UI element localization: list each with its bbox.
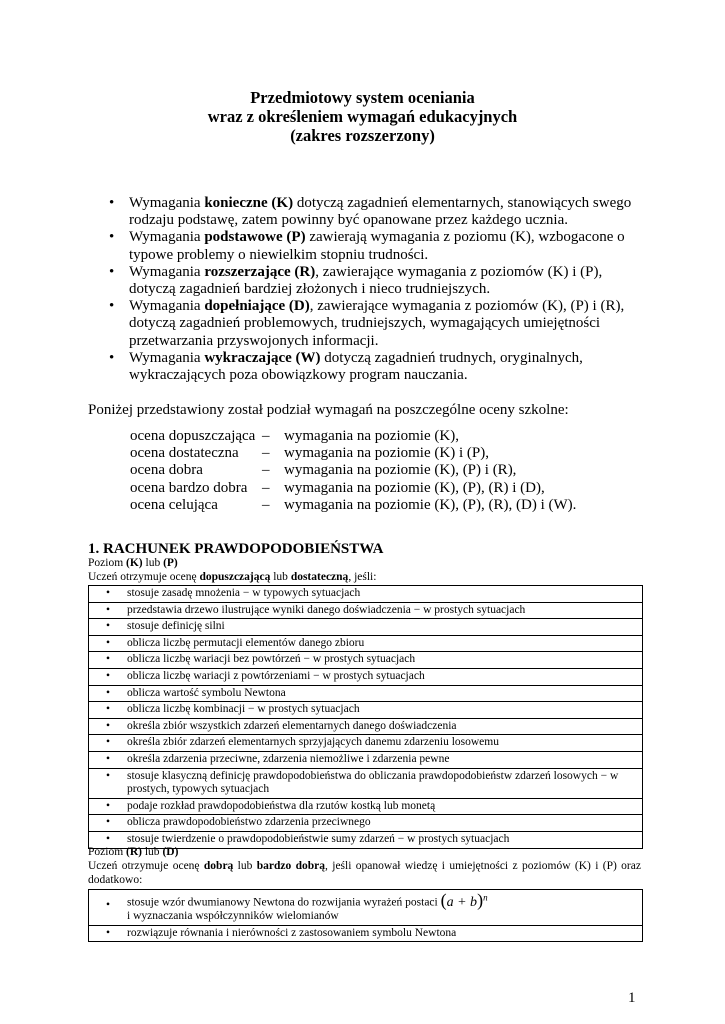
table-row: • oblicza prawdopodobieństwo zdarzenia przeciwnego: [89, 815, 643, 832]
section-title: 1. RACHUNEK PRAWDOPODOBIEŃSTWA: [88, 541, 384, 557]
binomial-formula: $(a + b)^n$: [440, 889, 488, 910]
title-line-1: Przedmiotowy system oceniania: [250, 88, 475, 107]
table-row: • stosuje definicję silni: [89, 619, 643, 636]
requirement-item: • Wymagania dopełniające (D), zawierające wymagania z poziomów (K), (P) i (R), dotyczą zagadnień problemowych, trudniejszych, wymagających umiejętności przetwarzania przyswojonych informacji.: [104, 298, 644, 350]
table-row: • określa zbiór zdarzeń elementarnych sprzyjających danemu zdarzeniu losowemu: [89, 735, 643, 752]
table-row: • oblicza liczbę wariacji z powtórzeniami − w prostych sytuacjach: [89, 668, 643, 685]
title-line-3: (zakres rozszerzony): [290, 126, 435, 145]
table-row: • określa zdarzenia przeciwne, zdarzenia niemożliwe i zdarzenia pewne: [89, 751, 643, 768]
requirement-item: • Wymagania podstawowe (P) zawierają wymagania z poziomu (K), wzbogacone o typowe problemy o niewielkim stopniu trudności.: [104, 229, 644, 263]
table-row: • oblicza wartość symbolu Newtona: [89, 685, 643, 702]
level-r-d-description: Uczeń otrzymuje ocenę dobrą lub bardzo dobrą, jeśli opanował wiedzę i umiejętności z poziomów (K) i (P) oraz dodatkowo:: [88, 860, 641, 886]
requirement-item: • Wymagania konieczne (K) dotyczą zagadnień elementarnych, stanowiących swego rodzaju podstawę, zatem powinny być opanowane przez każdego ucznia.: [104, 195, 644, 229]
page-number: 1: [628, 990, 636, 1006]
table-row: • oblicza liczbę permutacji elementów danego zbioru: [89, 635, 643, 652]
table-row: • podaje rozkład prawdopodobieństwa dla rzutów kostką lub monetą: [89, 798, 643, 815]
level-k-p-description: Uczeń otrzymuje ocenę dopuszczającą lub dostateczną, jeśli:: [88, 571, 377, 583]
table-row: • przedstawia drzewo ilustrujące wyniki danego doświadczenia − w prostych sytuacjach: [89, 602, 643, 619]
requirements-list: [104, 195, 644, 384]
table-row: • oblicza liczbę kombinacji − w prostych sytuacjach: [89, 702, 643, 719]
skills-table-r-d: [88, 889, 643, 942]
level-k-p-heading: Poziom (K) lub (P): [88, 557, 178, 569]
table-row: • określa zbiór wszystkich zdarzeń elementarnych danego doświadczenia: [89, 718, 643, 735]
document-title: [0, 88, 725, 145]
level-r-d-heading: Poziom (R) lub (D): [88, 846, 179, 858]
table-row: • stosuje wzór dwumianowy Newtona do rozwijania wyrażeń postaci $(a + b)^n$ i wyznaczania współczynników wielomianów: [89, 890, 643, 926]
skills-table-k-p: [88, 585, 643, 849]
table-row: • rozwiązuje równania i nierówności z zastosowaniem symbolu Newtona: [89, 925, 643, 942]
requirement-item: • Wymagania rozszerzające (R), zawierające wymagania z poziomów (K) i (P), dotyczą zagadnień bardziej złożonych i nieco trudniejszych.: [104, 264, 644, 298]
table-row: • stosuje zasadę mnożenia − w typowych sytuacjach: [89, 586, 643, 603]
table-row: • stosuje twierdzenie o prawdopodobieństwie sumy zdarzeń − w prostych sytuacjach: [89, 831, 643, 848]
grades-intro: Poniżej przedstawiony został podział wymagań na poszczególne oceny szkolne:: [88, 402, 569, 418]
title-line-2: wraz z określeniem wymagań edukacyjnych: [207, 107, 518, 126]
table-row: • stosuje klasyczną definicję prawdopodobieństwa do obliczania prawdopodobieństw zdarzeń losowych − w prostych, typowych sytuacjach: [89, 768, 643, 798]
table-row: • oblicza liczbę wariacji bez powtórzeń − w prostych sytuacjach: [89, 652, 643, 669]
requirement-item: • Wymagania wykraczające (W) dotyczą zagadnień trudnych, oryginalnych, wykraczających poza obowiązkowy program nauczania.: [104, 350, 644, 384]
